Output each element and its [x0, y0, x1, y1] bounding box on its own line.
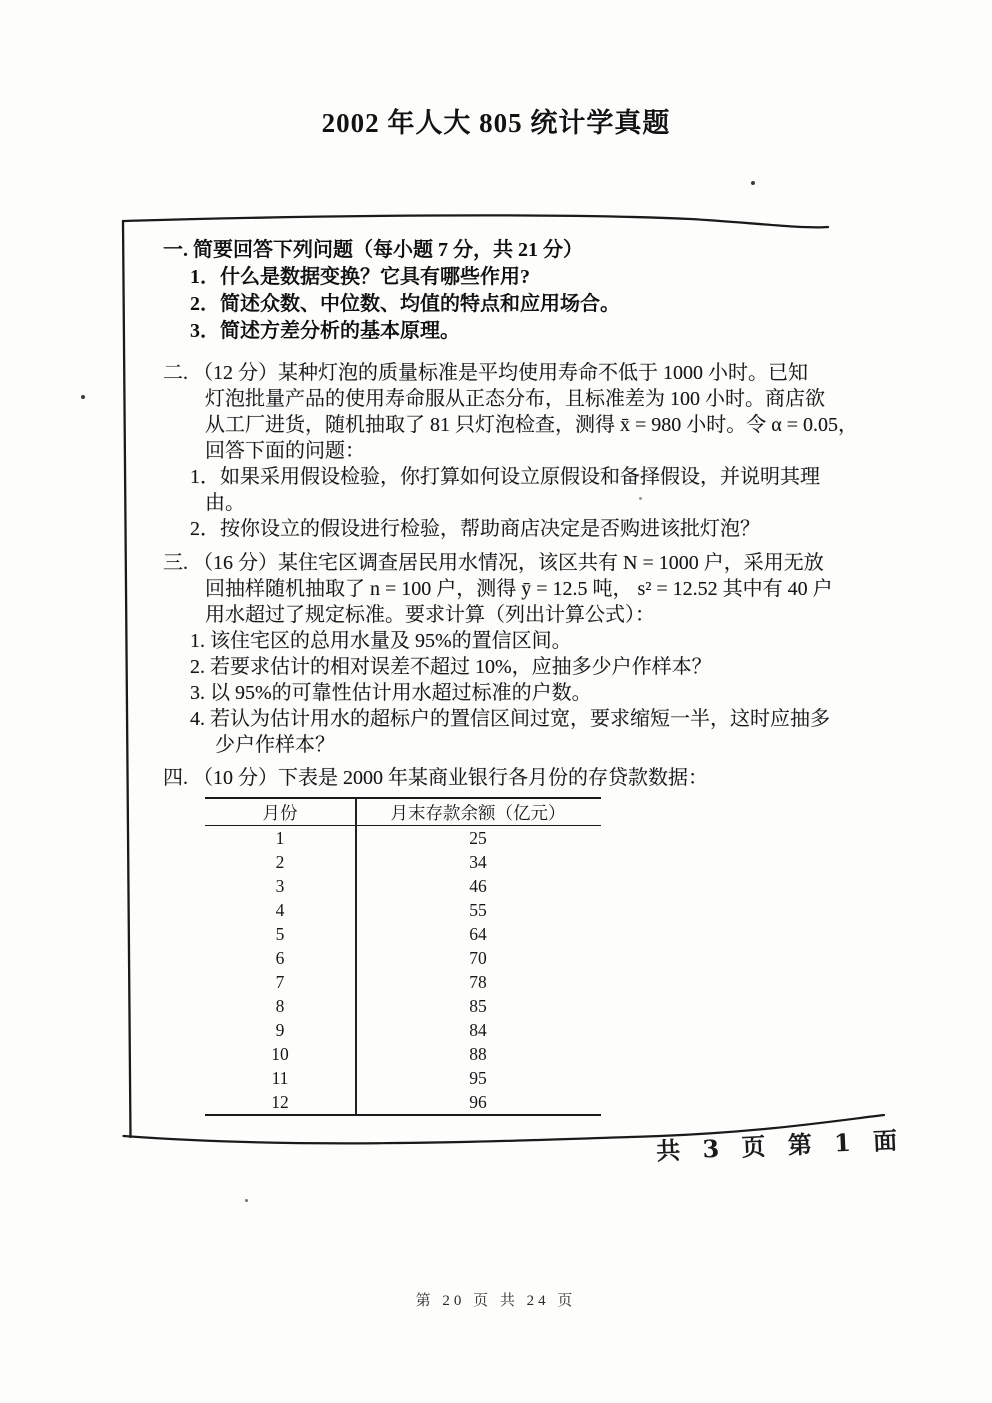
question-3-item-3: 3. 以 95%的可靠性估计用水超过标准的户数。	[190, 682, 592, 704]
month-cell: 12	[271, 1091, 289, 1112]
question-1-item-1: 1．什么是数据变换？它具有哪些作用?	[190, 266, 530, 288]
table-row	[205, 994, 601, 1018]
balance-cell: 46	[469, 875, 487, 896]
question-2-item-2: 2．按你设立的假设进行检验，帮助商店决定是否购进该批灯泡？	[190, 518, 760, 540]
question-4	[163, 765, 908, 1116]
question-1-item-2: 2．简述众数、中位数、均值的特点和应用场合。	[190, 293, 620, 315]
balance-cell: 70	[469, 947, 487, 968]
table-row	[205, 1090, 601, 1114]
month-cell: 1	[275, 827, 285, 848]
balance-cell: 64	[469, 923, 487, 944]
table-row	[205, 874, 601, 898]
table-row	[205, 970, 601, 994]
question-3	[163, 550, 908, 758]
month-cell: 9	[275, 1019, 285, 1040]
month-cell: 3	[275, 875, 285, 896]
month-cell: 7	[275, 971, 285, 992]
month-cell: 8	[275, 995, 285, 1016]
table-row	[205, 1018, 601, 1042]
frame-top-line	[123, 215, 828, 227]
table-header-row	[205, 799, 601, 826]
question-4-heading: 四. （10 分）下表是 2000 年某商业银行各月份的存贷款数据：	[163, 767, 708, 789]
question-1-item-3: 3．简述方差分析的基本原理。	[190, 320, 460, 342]
balance-cell: 55	[469, 899, 487, 920]
table-column-divider	[355, 799, 357, 1114]
deposit-table	[205, 797, 601, 1116]
page-number-footer: 第 20 页 共 24 页	[415, 1293, 577, 1309]
balance-cell: 25	[469, 827, 487, 848]
balance-cell: 84	[469, 1019, 487, 1040]
table-row	[205, 826, 601, 850]
question-2-item-1: 1．如果采用假设检验，你打算如何设立原假设和备择假设，并说明其理	[190, 466, 820, 488]
question-3-item-4: 4. 若认为估计用水的超标户的置信区间过宽，要求缩短一半，这时应抽多	[190, 708, 830, 730]
question-1	[163, 237, 908, 345]
scan-speck	[245, 1199, 248, 1202]
table-row	[205, 946, 601, 970]
question-3-line: 三. （16 分）某住宅区调查居民用水情况，该区共有 N = 1000 户，采用无放	[163, 552, 824, 574]
balance-cell: 88	[469, 1043, 487, 1064]
balance-cell: 34	[469, 851, 487, 872]
question-2-line: 从工厂进货，随机抽取了 81 只灯泡检查，测得 x̄ = 980 小时。令 α = 0.05，	[205, 414, 859, 436]
question-2-line: 回答下面的问题：	[205, 440, 365, 462]
table-header-month: 月份	[262, 802, 298, 823]
month-cell: 5	[275, 923, 285, 944]
balance-cell: 96	[469, 1091, 487, 1112]
balance-cell: 78	[469, 971, 487, 992]
question-2-item-1-cont: 由。	[205, 492, 245, 514]
table-row	[205, 898, 601, 922]
question-3-line: 用水超过了规定标准。要求计算（列出计算公式）：	[205, 604, 655, 626]
question-2-line: 二. （12 分）某种灯泡的质量标准是平均使用寿命不低于 1000 小时。已知	[163, 362, 808, 384]
table-row	[205, 1066, 601, 1090]
question-3-item-1: 1. 该住宅区的总用水量及 95%的置信区间。	[190, 630, 572, 652]
month-cell: 10	[271, 1043, 289, 1064]
table-header-balance: 月末存款余额（亿元）	[390, 802, 566, 823]
table-row	[205, 922, 601, 946]
table-row	[205, 1042, 601, 1066]
month-cell: 11	[271, 1067, 289, 1088]
month-cell: 2	[275, 851, 285, 872]
question-2	[163, 360, 908, 542]
page-title: 2002 年人大 805 统计学真题	[321, 108, 671, 138]
question-3-item-2: 2. 若要求估计的相对误差不超过 10%，应抽多少户作样本？	[190, 656, 712, 678]
handwritten-page-note: 共 3 页 第 1 面	[655, 1125, 905, 1166]
balance-cell: 95	[469, 1067, 487, 1088]
month-cell: 4	[275, 899, 285, 920]
scan-speck	[751, 181, 755, 185]
frame-left-line	[123, 221, 131, 1137]
question-3-item-4-cont: 少户作样本？	[215, 734, 335, 756]
month-cell: 6	[275, 947, 285, 968]
table-row	[205, 850, 601, 874]
scan-speck	[81, 395, 85, 399]
balance-cell: 85	[469, 995, 487, 1016]
scan-speck	[639, 497, 642, 500]
question-2-line: 灯泡批量产品的使用寿命服从正态分布，且标准差为 100 小时。商店欲	[205, 388, 825, 410]
question-1-heading: 一. 简要回答下列问题（每小题 7 分，共 21 分）	[163, 239, 583, 261]
exam-body	[163, 237, 908, 1116]
question-3-line: 回抽样随机抽取了 n = 100 户，测得 ȳ = 12.5 吨， s² = 12.52 其中有 40 户	[205, 578, 833, 600]
